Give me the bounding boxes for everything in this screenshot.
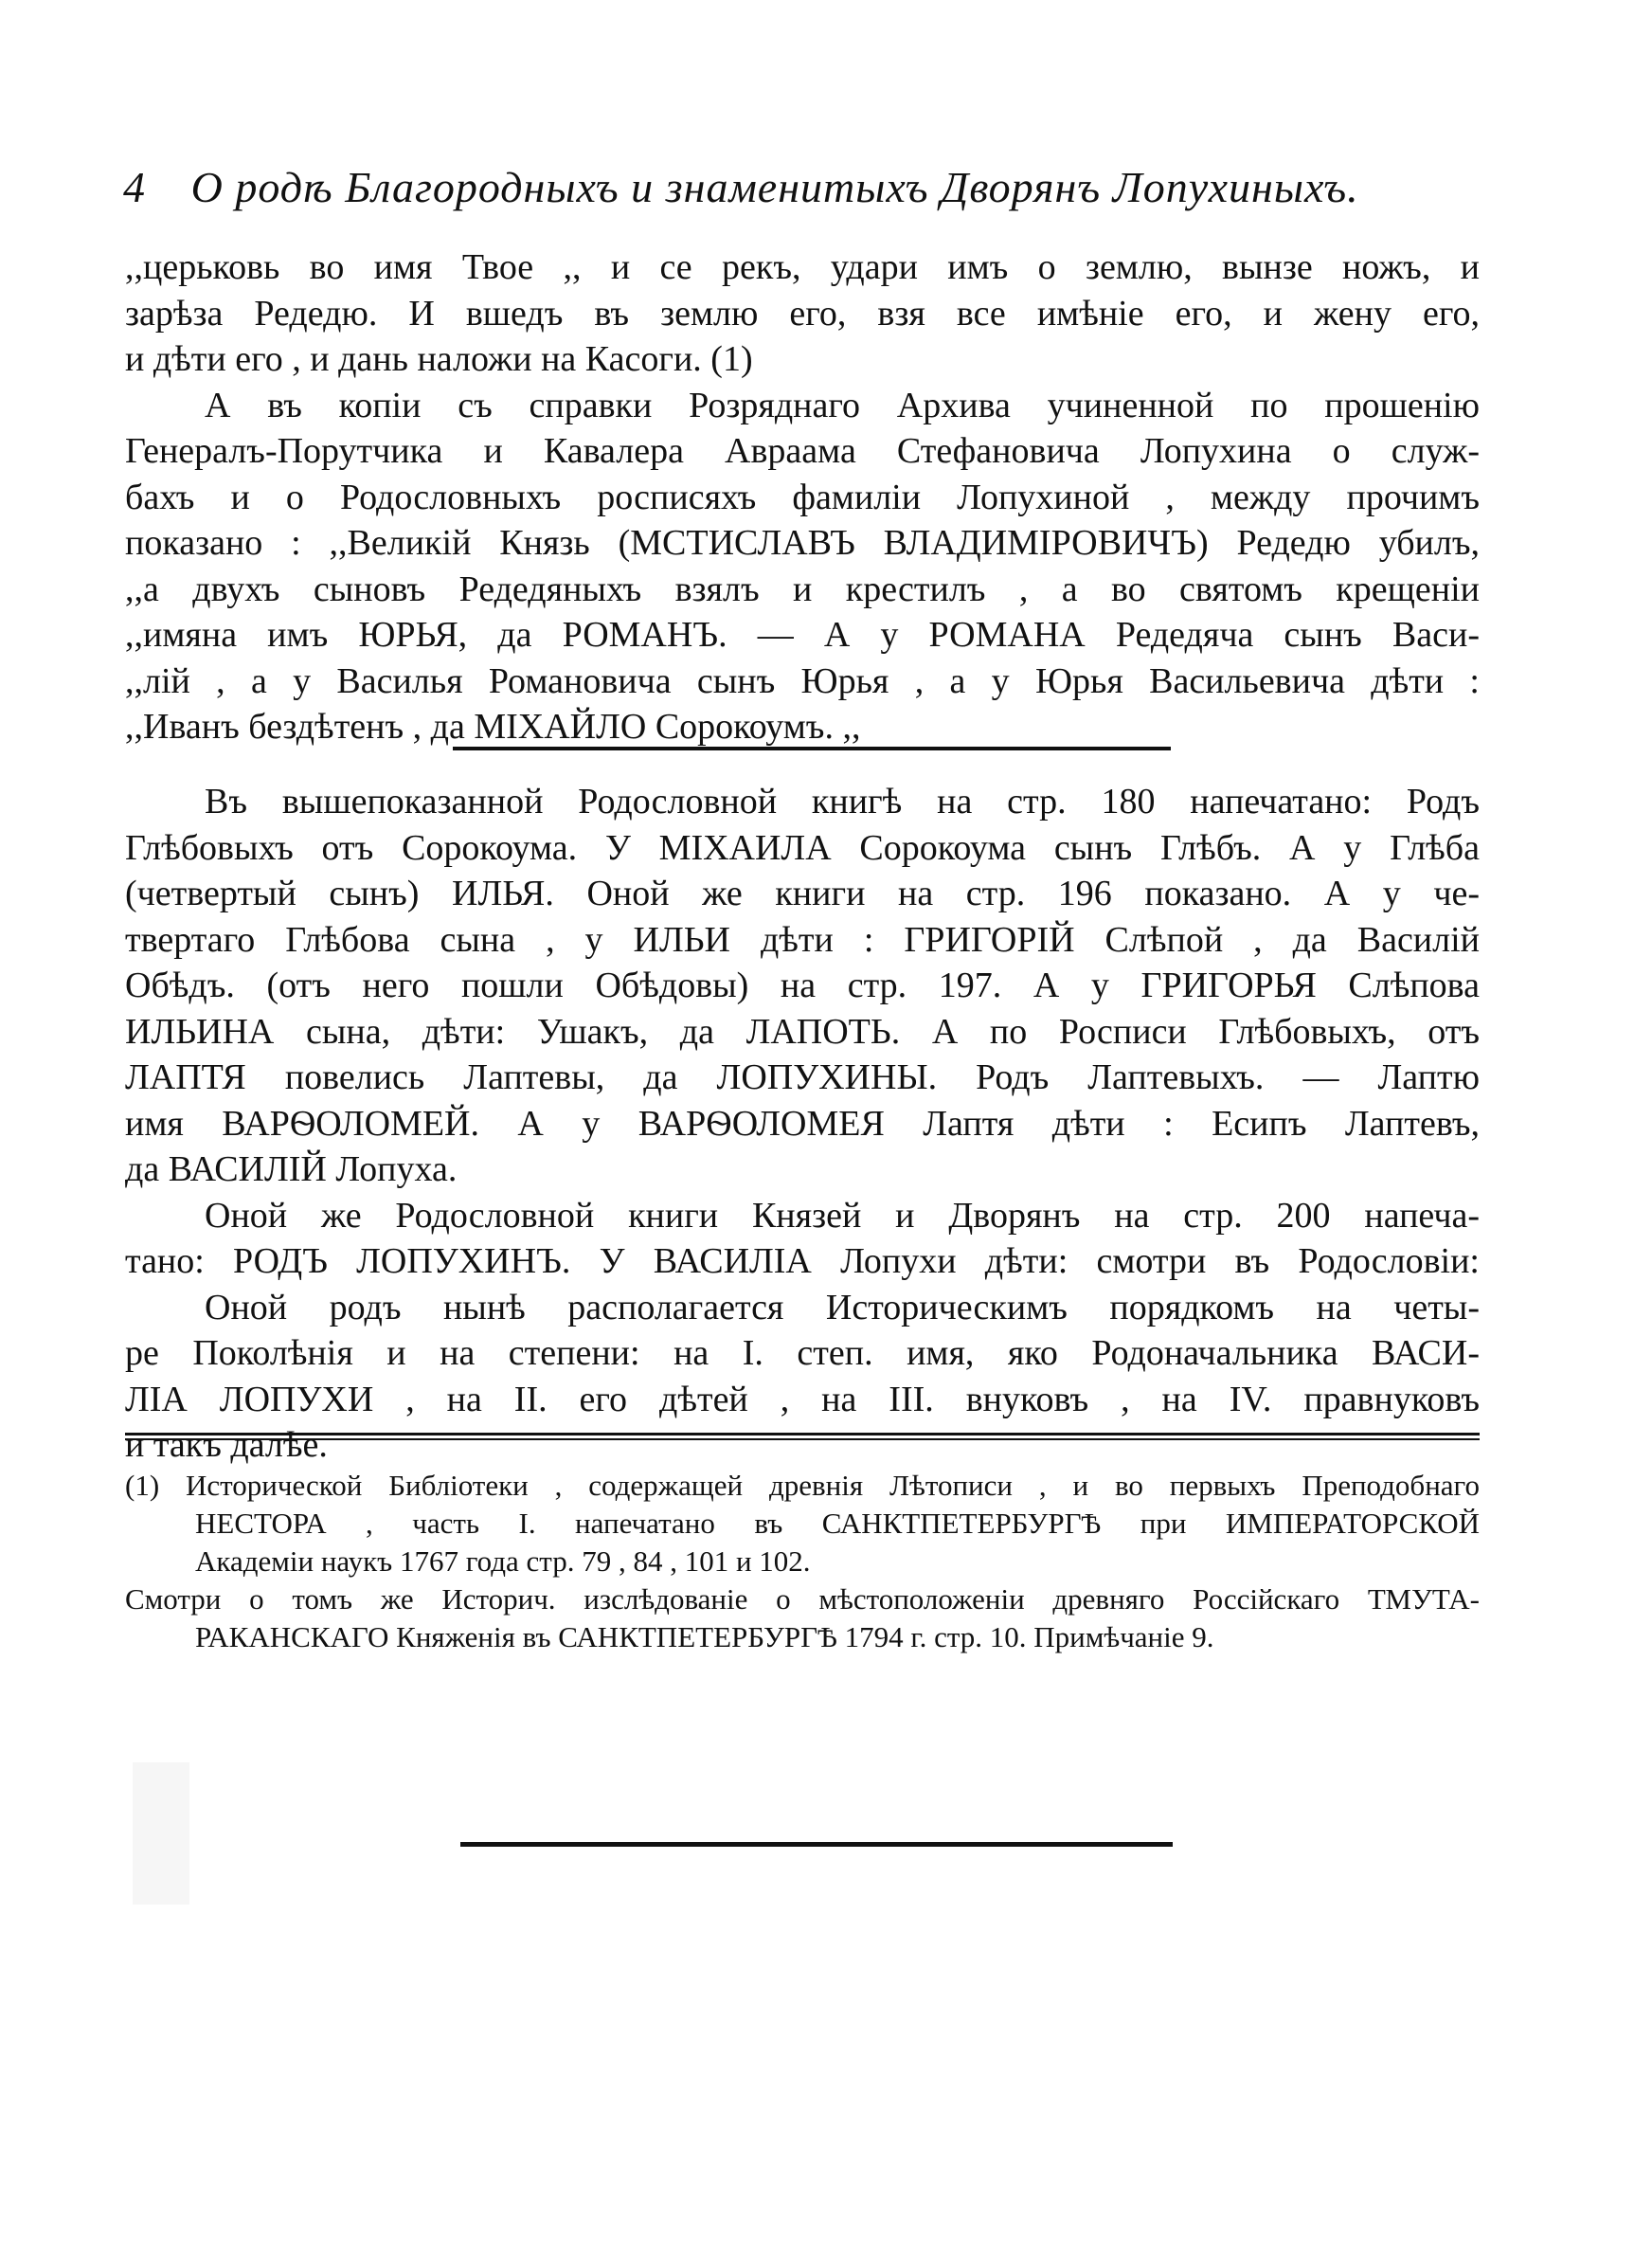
paragraph-line: имя ВАРѲОЛОМЕЙ. А у ВАРѲОЛОМЕЯ Лаптя дѣти : Есипъ Лаптевъ, <box>125 1103 1480 1144</box>
footnote-line: Академіи наукъ 1767 года стр. 79 , 84 , 101 и 102. <box>195 1544 811 1578</box>
footnote-line: (1) Исторической Библіотеки , содержащей древнія Лѣтописи , и во первыхъ Преподобнаго <box>125 1469 1480 1502</box>
quote-line: ,,Иванъ бездѣтенъ , да МІХАЙЛО Сорокоумъ. ,, <box>125 707 861 747</box>
quote-line: и дѣти его , и дань наложи на Касоги. (1) <box>125 339 753 379</box>
main-block <box>125 779 1480 1469</box>
paragraph-line: ЛАПТЯ повелись Лаптевы, да ЛОПУХИНЫ. Родъ Лаптевыхъ. — Лаптю <box>125 1057 1480 1097</box>
paragraph-line: Глѣбовыхъ отъ Сорокоума. У МІХАИЛА Сорокоума сынъ Глѣбъ. А у Глѣба <box>125 827 1480 868</box>
section-divider <box>453 747 1171 750</box>
quote-line: А въ копіи съ справки Розряднаго Архива учиненной по прошенію <box>205 385 1480 425</box>
page-number: 4 <box>123 163 145 211</box>
footnote-line: Смотри о томъ же Историч. изслѣдованіе о мѣстоположеніи древняго Россійскаго ТМУТА- <box>125 1582 1480 1616</box>
paragraph-line: Обѣдъ. (отъ него пошли Обѣдовы) на стр. 197. А у ГРИГОРЬЯ Слѣпова <box>125 966 1480 1005</box>
paragraph-line: твертаго Глѣбова сына , у ИЛЬИ дѣти : ГРИГОРІЙ Слѣпой , да Василій <box>125 919 1480 960</box>
quote-line: ,,лій , а у Василья Романовича сынъ Юрья , а у Юрья Васильевича дѣти : <box>125 660 1480 701</box>
paragraph-line: ре Поколѣнія и на степени: на I. степ. имя, яко Родоначальника ВАСИ- <box>125 1333 1480 1373</box>
quote-line: ,,церьковь во имя Твое ,, и се рекъ, удари имъ о землю, вынзе ножъ, и <box>125 247 1480 287</box>
footnote-line: НЕСТОРА , часть I. напечатано въ САНКТПЕТЕРБУРГѢ при ИМПЕРАТОРСКОЙ <box>195 1507 1480 1540</box>
paragraph-line: Оной же Родословной книги Князей и Дворянъ на стр. 200 напеча- <box>205 1195 1480 1236</box>
footnote-line: РАКАНСКАГО Княженія въ САНКТПЕТЕРБУРГѢ 1794 г. стр. 10. Примѣчаніе 9. <box>195 1620 1214 1653</box>
footnotes <box>125 1467 1480 1656</box>
paragraph-line: да ВАСИЛІЙ Лопуха. <box>125 1149 458 1189</box>
running-title: О родѣ Благородныхъ и знаменитыхъ Дворянъ Лопухиныхъ. <box>190 163 1359 211</box>
quote-line: бахъ и о Родословныхъ росписяхъ фамиліи Лопухиной , между прочимъ <box>125 477 1480 517</box>
paragraph-line: (четвертый сынъ) ИЛЬЯ. Оной же книги на стр. 196 показано. А у че- <box>125 874 1480 913</box>
quote-line: зарѣза Редедю. И вшедъ въ землю его, взя все имѣніе его, и жену его, <box>125 293 1480 334</box>
paragraph-line: и такъ далѣе. <box>125 1425 328 1465</box>
quote-line: показано : ,,Великій Князь (МСТИСЛАВЪ ВЛАДИМІРОВИЧЪ) Редедю убилъ, <box>125 523 1480 563</box>
running-header <box>123 161 1468 212</box>
footnote-divider <box>125 1433 1480 1440</box>
quote-line: Генералъ-Порутчика и Кавалера Авраама Стефановича Лопухина о служ- <box>125 431 1480 471</box>
scan-smudge <box>133 1762 189 1905</box>
quote-block <box>125 244 1480 750</box>
paragraph-line: тано: РОДЪ ЛОПУХИНЪ. У ВАСИЛІА Лопухи дѣти: смотри въ Родословіи: <box>125 1241 1480 1281</box>
paragraph-line: Въ вышепоказанной Родословной книгѣ на стр. 180 напечатано: Родъ <box>205 782 1480 822</box>
paragraph-line: ИЛЬИНА сына, дѣти: Ушакъ, да ЛАПОТЬ. А по Росписи Глѣбовыхъ, отъ <box>125 1011 1480 1052</box>
paragraph-line: ЛІА ЛОПУХИ , на II. его дѣтей , на III. внуковъ , на IV. правнуковъ <box>125 1379 1480 1419</box>
quote-line: ,,а двухъ сыновъ Редедяныхъ взялъ и крестилъ , а во святомъ крещеніи <box>125 569 1480 609</box>
paragraph-line: Оной родъ нынѣ располагается Историческимъ порядкомъ на четы- <box>205 1287 1480 1327</box>
end-divider <box>460 1842 1173 1847</box>
quote-line: ,,имяна имъ ЮРЬЯ, да РОМАНЪ. — А у РОМАНА Редедяча сынъ Васи- <box>125 615 1480 655</box>
